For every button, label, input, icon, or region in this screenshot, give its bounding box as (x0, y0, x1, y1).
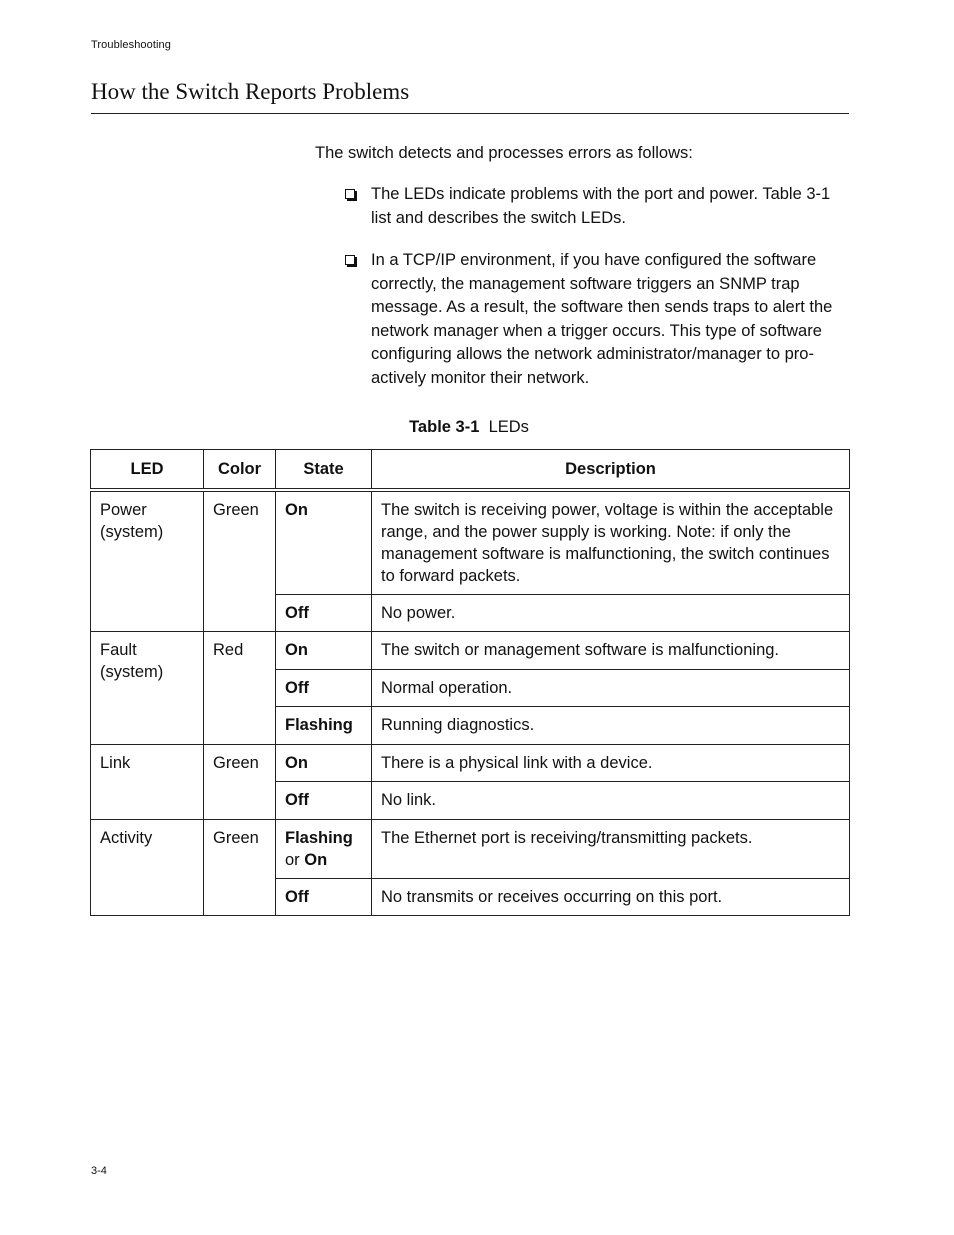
header-description: Description (372, 450, 850, 491)
color-cell: Red (204, 632, 276, 745)
intro-paragraph: The switch detects and processes errors as follows: (315, 144, 693, 162)
state-on: On (304, 851, 328, 869)
table-row (91, 745, 850, 782)
table-caption-title: LEDs (488, 418, 529, 436)
state-cell (276, 820, 372, 879)
led-cell: Power (system) (91, 490, 204, 632)
color-cell: Green (204, 745, 276, 820)
led-cell: Link (91, 745, 204, 820)
state-cell: Off (276, 782, 372, 820)
description-cell: There is a physical link with a device. (372, 745, 850, 782)
header-color: Color (204, 450, 276, 491)
state-cell: On (276, 745, 372, 782)
description-cell: No link. (372, 782, 850, 820)
table-row (91, 632, 850, 670)
led-cell: Fault (system) (91, 632, 204, 745)
bullet-text: The LEDs indicate problems with the port and power. Table 3-1 list and describes the switch LEDs. (371, 185, 831, 227)
header-led: LED (91, 450, 204, 491)
table-caption (0, 416, 938, 438)
state-cell: Off (276, 879, 372, 916)
description-cell: No power. (372, 595, 850, 632)
description-cell: The Ethernet port is receiving/transmitting packets. (372, 820, 850, 879)
description-cell: No transmits or receives occurring on this port. (372, 879, 850, 916)
color-cell: Green (204, 820, 276, 916)
state-cell: Off (276, 595, 372, 632)
table-row (91, 820, 850, 879)
running-header: Troubleshooting (91, 39, 171, 51)
bullet-item (344, 249, 854, 390)
bullet-list (344, 183, 854, 409)
bullet-item (344, 183, 854, 230)
description-cell: Running diagnostics. (372, 707, 850, 745)
table-caption-label: Table 3-1 (409, 418, 480, 436)
state-cell: On (276, 490, 372, 595)
state-flashing: Flashing (285, 829, 353, 847)
description-cell: The switch is receiving power, voltage is within the acceptable range, and the power supply is working. Note: if only the management software is malfunctioning, the switch continues to forward packets. (372, 490, 850, 595)
table-row (91, 490, 850, 595)
color-cell: Green (204, 490, 276, 632)
page-number: 3-4 (91, 1165, 107, 1177)
state-cell: On (276, 632, 372, 670)
led-cell: Activity (91, 820, 204, 916)
header-state: State (276, 450, 372, 491)
description-cell: Normal operation. (372, 670, 850, 707)
section-title: How the Switch Reports Problems (91, 76, 849, 114)
state-or: or (285, 851, 300, 869)
bullet-text: In a TCP/IP environment, if you have configured the software correctly, the management software triggers an SNMP trap message. As a result, the software then sends traps to alert the network manager when a trigger occurs. This type of software configuring allows the network administrator/manager to pro-actively monitor their network. (371, 251, 833, 387)
description-cell: The switch or management software is malfunctioning. (372, 632, 850, 670)
state-cell: Flashing (276, 707, 372, 745)
state-cell: Off (276, 670, 372, 707)
table-header-row (91, 450, 850, 491)
led-table (90, 449, 850, 916)
checkbox-bullet-icon (345, 189, 355, 199)
checkbox-bullet-icon (345, 255, 355, 265)
